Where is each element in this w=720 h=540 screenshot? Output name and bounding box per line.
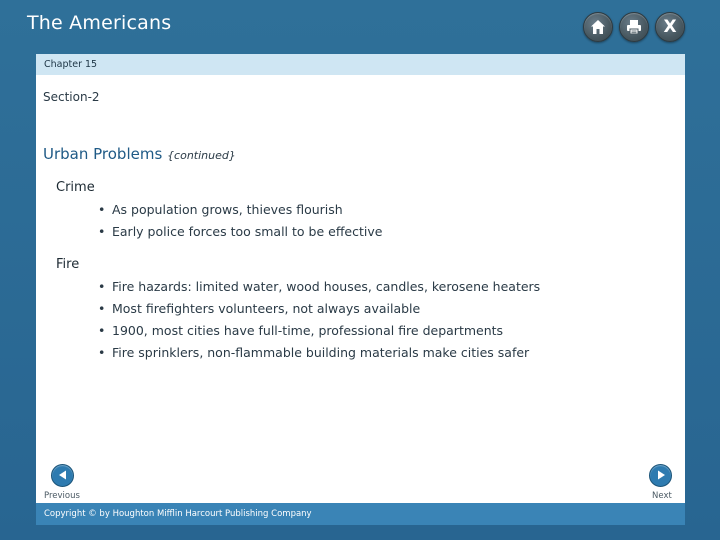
print-icon bbox=[625, 18, 643, 36]
next-label[interactable]: Next bbox=[652, 491, 672, 501]
print-button[interactable] bbox=[619, 12, 649, 42]
list-item: • Fire sprinklers, non-flammable building materials make cities safer bbox=[98, 345, 530, 360]
list-item: • As population grows, thieves flourish bbox=[98, 202, 343, 217]
footer-bar bbox=[36, 503, 685, 525]
triangle-right-icon bbox=[655, 466, 667, 485]
home-icon bbox=[589, 18, 607, 36]
toolbar bbox=[583, 12, 685, 42]
previous-button[interactable] bbox=[51, 464, 74, 487]
close-icon: X bbox=[663, 16, 677, 37]
list-item: • Most firefighters volunteers, not always available bbox=[98, 301, 421, 316]
home-button[interactable] bbox=[583, 12, 613, 42]
list-item: • Fire hazards: limited water, wood houses, candles, kerosene heaters bbox=[98, 279, 541, 294]
chapter-bar bbox=[36, 54, 685, 75]
triangle-left-icon bbox=[57, 466, 69, 485]
fire-bullet-list bbox=[98, 276, 540, 364]
previous-label[interactable]: Previous bbox=[44, 491, 80, 501]
section-label: Section-2 bbox=[43, 90, 100, 104]
copyright-text: Copyright © by Houghton Mifflin Harcourt Publishing Company bbox=[44, 509, 312, 519]
list-item: • 1900, most cities have full-time, professional fire departments bbox=[98, 323, 504, 338]
group-label-fire: Fire bbox=[56, 257, 80, 272]
chapter-label: Chapter 15 bbox=[44, 59, 98, 70]
slide-title-suffix: {continued} bbox=[167, 149, 236, 162]
app-title: The Americans bbox=[27, 12, 172, 34]
next-button[interactable] bbox=[649, 464, 672, 487]
close-button[interactable] bbox=[655, 12, 685, 42]
list-item: • Early police forces too small to be effective bbox=[98, 224, 383, 239]
group-label-crime: Crime bbox=[56, 180, 95, 195]
slide-title bbox=[43, 145, 236, 163]
slide-content bbox=[36, 75, 685, 503]
crime-bullet-list bbox=[98, 199, 382, 243]
slide-title-text: Urban Problems bbox=[43, 145, 163, 163]
